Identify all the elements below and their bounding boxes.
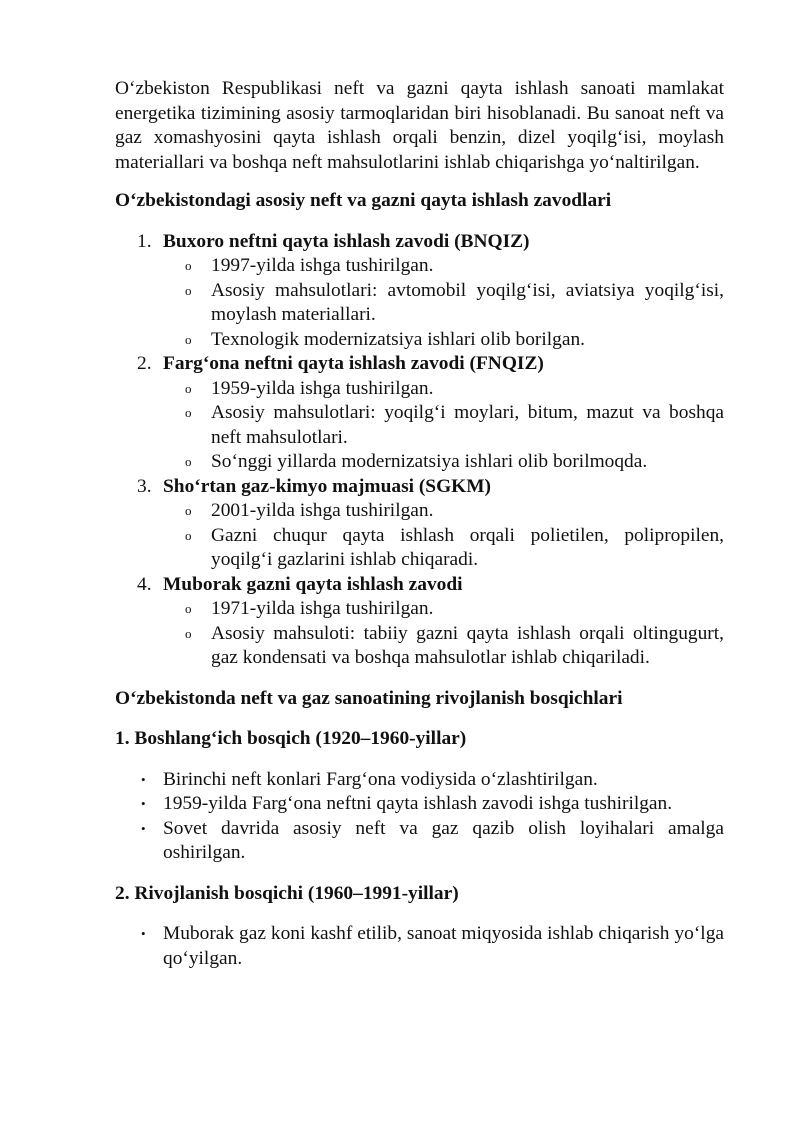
circle-bullet-icon: o (185, 282, 192, 298)
plant-item (115, 352, 724, 475)
plant-detail (163, 499, 724, 524)
plant-name: Muborak gazni qayta ishlash zavodi (163, 573, 463, 595)
plant-number: 4. (137, 573, 152, 595)
plant-detail (163, 450, 724, 475)
plant-detail (163, 377, 724, 402)
stage-item-text: Muborak gaz koni kashf etilib, sanoat miqyosida ishlab chiqarish yo‘lga qo‘yilgan. (163, 923, 724, 969)
plant-item (115, 230, 724, 353)
plant-detail (163, 597, 724, 622)
plant-detail-text: Asosiy mahsuloti: tabiiy gazni qayta ishlash orqali oltingugurt, gaz kondensati va boshqa mahsulotlar ishlab chiqariladi. (211, 622, 724, 668)
plant-detail (163, 328, 724, 353)
plant-name: Buxoro neftni qayta ishlash zavodi (BNQIZ) (163, 230, 530, 252)
circle-bullet-icon: o (185, 380, 192, 396)
stage-heading: 1. Boshlang‘ich bosqich (1920–1960-yillar) (115, 728, 467, 749)
stage-heading: 2. Rivojlanish bosqichi (1960–1991-yillar) (115, 882, 459, 904)
plant-name: Sho‘rtan gaz-kimyo majmuasi (SGKM) (163, 475, 492, 497)
circle-bullet-icon: o (185, 601, 192, 616)
circle-bullet-icon: o (185, 527, 192, 543)
circle-bullet-icon: o (185, 258, 192, 273)
plant-name: Farg‘ona neftni qayta ishlash zavodi (FNQIZ) (163, 353, 544, 374)
plant-detail-text: So‘nggi yillarda modernizatsiya ishlari olib borilmoqda. (211, 451, 648, 472)
intro-paragraph: O‘zbekiston Respublikasi neft va gazni qayta ishlash sanoati mamlakat energetika tizimining asosiy tarmoqlaridan biri hisoblanadi. Bu sanoat neft va gaz xomashyosini qayta ishlash orqali benzin, dizel yoqilg‘isi, moylash materiallari va boshqa neft mahsulotlarini ishlab chiqarishga yo‘naltirilgan. (115, 78, 724, 173)
plant-item (115, 475, 724, 573)
circle-bullet-icon: o (185, 454, 192, 469)
plants-heading: O‘zbekistondagi asosiy neft va gazni qayta ishlash zavodlari (115, 190, 612, 211)
stage-item (115, 768, 724, 793)
bullet-icon: • (141, 796, 146, 811)
circle-bullet-icon: o (185, 405, 192, 420)
plants-list (115, 230, 724, 671)
plant-detail-text: 1971-yilda ishga tushirilgan. (211, 598, 434, 619)
plant-detail-text: 1959-yilda ishga tushirilgan. (211, 377, 434, 399)
stage-list (115, 768, 724, 866)
plant-detail-text: Gazni chuqur qayta ishlash orqali polietilen, polipropilen, yoqilg‘i gazlarini ishlab chiqaradi. (211, 524, 724, 570)
stage-item (115, 817, 724, 866)
plant-detail-text: Asosiy mahsulotlari: yoqilg‘i moylari, bitum, mazut va boshqa neft mahsulotlari. (211, 402, 724, 448)
plant-detail-text: Texnologik modernizatsiya ishlari olib borilgan. (211, 328, 585, 350)
plant-details (163, 254, 724, 352)
plant-details (163, 597, 724, 671)
plant-detail (163, 401, 724, 450)
plant-detail (163, 622, 724, 671)
stage-item-text: Sovet davrida asosiy neft va gaz qazib olish loyihalari amalga oshirilgan. (163, 817, 724, 863)
plant-details (163, 377, 724, 475)
stage-item-text: 1959-yilda Farg‘ona neftni qayta ishlash zavodi ishga tushirilgan. (163, 793, 673, 814)
circle-bullet-icon: o (185, 503, 192, 518)
stage-item (115, 792, 724, 817)
stage-item (115, 922, 724, 971)
circle-bullet-icon: o (185, 331, 192, 347)
plant-detail (163, 254, 724, 279)
plant-detail-text: 1997-yilda ishga tushirilgan. (211, 255, 434, 276)
plant-number: 3. (137, 475, 152, 497)
document-body (115, 77, 724, 987)
bullet-icon: • (141, 820, 146, 836)
plant-number: 2. (137, 353, 152, 374)
stage-list (115, 922, 724, 971)
plant-detail-text: 2001-yilda ishga tushirilgan. (211, 500, 434, 521)
plant-detail (163, 524, 724, 573)
bullet-icon: • (141, 771, 146, 787)
plant-detail (163, 279, 724, 328)
circle-bullet-icon: o (185, 625, 192, 641)
stages-heading: O‘zbekistonda neft va gaz sanoatining rivojlanish bosqichlari (115, 687, 623, 709)
plant-item (115, 573, 724, 671)
plant-detail-text: Asosiy mahsulotlari: avtomobil yoqilg‘isi, aviatsiya yoqilg‘isi, moylash materiallari. (211, 279, 724, 325)
stage-item-text: Birinchi neft konlari Farg‘ona vodiysida o‘zlashtirilgan. (163, 768, 598, 790)
plant-details (163, 499, 724, 573)
plant-number: 1. (137, 230, 152, 252)
bullet-icon: • (141, 926, 146, 941)
